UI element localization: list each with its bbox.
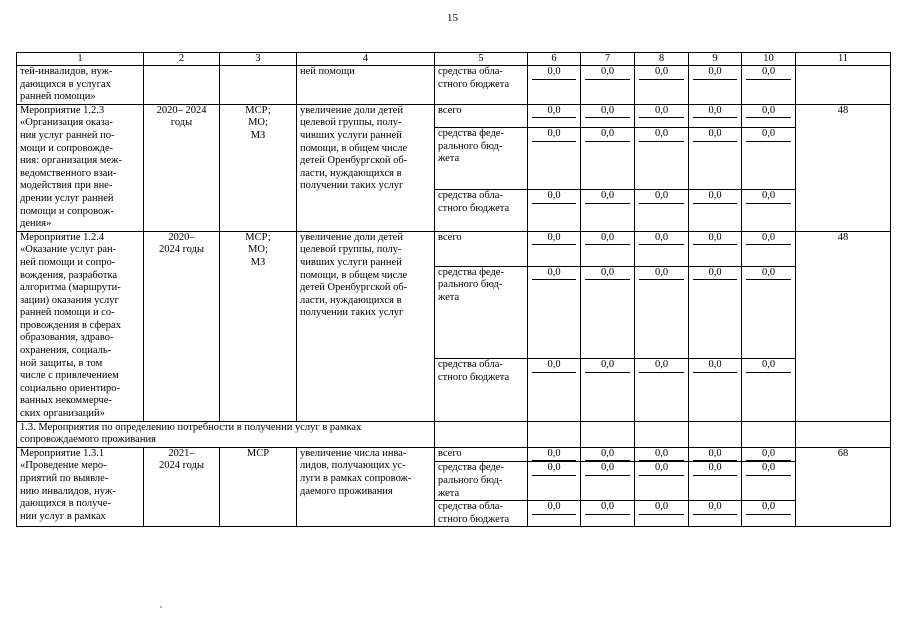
- funding-source: средства обла- стного бюджета: [435, 501, 528, 527]
- table-row: [17, 447, 891, 462]
- period: 2021– 2024 годы: [144, 447, 220, 527]
- funding-value: [581, 447, 635, 462]
- section-empty-cell: [796, 421, 891, 447]
- funding-value-text: 0,0: [639, 66, 684, 80]
- funding-value: [742, 231, 796, 266]
- period: 2020– 2024 годы: [144, 104, 220, 231]
- table-row: [17, 66, 891, 105]
- program-table: [16, 52, 891, 527]
- funding-value: [635, 104, 689, 127]
- funding-value-text: 0,0: [746, 359, 791, 373]
- funding-value: [635, 359, 689, 422]
- funding-value-text: 0,0: [746, 128, 791, 142]
- table-row: [17, 231, 891, 266]
- funding-value-text: 0,0: [532, 190, 576, 204]
- header-cell-6: 6: [528, 53, 581, 66]
- funding-value-text: 0,0: [532, 448, 576, 462]
- section-empty-cell: [581, 421, 635, 447]
- funding-value-text: 0,0: [585, 232, 630, 246]
- indicator: увеличение доли детей целевой группы, полу- чивших услуги ранней помощи, в общем числе детей Оренбургской об- ласти, нуждающихся в получении таких услуг: [297, 231, 435, 421]
- funding-value: [742, 66, 796, 105]
- indicator: ней помощи: [297, 66, 435, 105]
- funding-value-text: 0,0: [693, 267, 737, 281]
- funding-value-text: 0,0: [746, 501, 791, 515]
- funding-value-text: 0,0: [532, 462, 576, 476]
- funding-value-text: 0,0: [639, 267, 684, 281]
- section-empty-cell: [689, 421, 742, 447]
- funding-value: [581, 189, 635, 231]
- funding-source: всего: [435, 231, 528, 266]
- funding-source: средства феде- рального бюд- жета: [435, 128, 528, 190]
- funding-value-text: 0,0: [693, 462, 737, 476]
- funding-value-text: 0,0: [693, 66, 737, 80]
- measure-name: Мероприятие 1.2.4 «Оказание услуг ран- ней помощи и сопро- вождения, разработка алгоритма (маршрути- зации) оказания услуг ранней помощи и со- провождения в сферах образования, здраво- охранения, социаль- ной защиты, в том числе с привлечением социально ориентиро- ванных некоммерче- ских организаций»: [17, 231, 144, 421]
- funding-value-text: 0,0: [693, 128, 737, 142]
- funding-value-text: 0,0: [532, 128, 576, 142]
- funding-value-text: 0,0: [639, 501, 684, 515]
- result-value: [796, 66, 891, 105]
- funding-value-text: 0,0: [639, 462, 684, 476]
- funding-value: [689, 359, 742, 422]
- header-cell-4: 4: [297, 53, 435, 66]
- funding-value-text: 0,0: [585, 66, 630, 80]
- indicator: увеличение числа инва- лидов, получающих ус- луги в рамках сопровож- даемого проживания: [297, 447, 435, 527]
- funding-value: [528, 462, 581, 501]
- section-title: 1.3. Мероприятия по определению потребности в получении услуг в рамках сопровождаемого проживания: [17, 421, 435, 447]
- funding-source: средства феде- рального бюд- жета: [435, 462, 528, 501]
- funding-value: [635, 189, 689, 231]
- funding-value-text: 0,0: [639, 232, 684, 246]
- period: 2020– 2024 годы: [144, 231, 220, 421]
- funding-value-text: 0,0: [693, 359, 737, 373]
- funding-value-text: 0,0: [746, 462, 791, 476]
- header-cell-10: 10: [742, 53, 796, 66]
- measure-name: Мероприятие 1.3.1 «Проведение меро- приятий по выявле- нию инвалидов, нуж- дающихся в получе- нии услуг в рамках: [17, 447, 144, 527]
- funding-value: [581, 231, 635, 266]
- funding-value-text: 0,0: [693, 232, 737, 246]
- measure-name: Мероприятие 1.2.3 «Организация оказа- ния услуг ранней по- мощи и сопровожде- ния: организация меж- ведомственного взаи- модействия при вне- дрении услуг ранней помощи и сопровож- дения»: [17, 104, 144, 231]
- funding-value-text: 0,0: [693, 190, 737, 204]
- executor: МСР: [220, 447, 297, 527]
- funding-value: [635, 66, 689, 105]
- funding-value: [528, 501, 581, 527]
- executor: [220, 66, 297, 105]
- funding-source: средства обла- стного бюджета: [435, 189, 528, 231]
- funding-value-text: 0,0: [532, 105, 576, 119]
- funding-value: [689, 66, 742, 105]
- section-empty-cell: [635, 421, 689, 447]
- funding-value: [528, 266, 581, 359]
- result-value: 48: [796, 104, 891, 231]
- funding-value: [528, 189, 581, 231]
- funding-value: [742, 189, 796, 231]
- funding-value-text: 0,0: [746, 448, 791, 462]
- header-cell-9: 9: [689, 53, 742, 66]
- funding-value: [635, 501, 689, 527]
- funding-value: [742, 462, 796, 501]
- header-cell-2: 2: [144, 53, 220, 66]
- funding-value: [742, 266, 796, 359]
- funding-value-text: 0,0: [639, 359, 684, 373]
- funding-value: [581, 462, 635, 501]
- funding-value: [528, 359, 581, 422]
- funding-value-text: 0,0: [639, 105, 684, 119]
- funding-value: [689, 266, 742, 359]
- executor: МСР; МО; МЗ: [220, 104, 297, 231]
- funding-value-text: 0,0: [532, 267, 576, 281]
- section-empty-cell: [435, 421, 528, 447]
- funding-source: средства обла- стного бюджета: [435, 359, 528, 422]
- funding-value: [528, 128, 581, 190]
- funding-value: [689, 128, 742, 190]
- funding-value-text: 0,0: [746, 232, 791, 246]
- header-cell-3: 3: [220, 53, 297, 66]
- funding-value-text: 0,0: [639, 128, 684, 142]
- funding-value: [635, 462, 689, 501]
- funding-source: средства феде- рального бюд- жета: [435, 266, 528, 359]
- funding-value-text: 0,0: [585, 267, 630, 281]
- indicator: увеличение доли детей целевой группы, полу- чивших услуги ранней помощи, в общем числе детей Оренбургской об- ласти, нуждающихся в получении таких услуг: [297, 104, 435, 231]
- funding-value: [528, 104, 581, 127]
- header-row: [17, 53, 891, 66]
- funding-value-text: 0,0: [585, 190, 630, 204]
- funding-value: [742, 501, 796, 527]
- funding-value-text: 0,0: [585, 448, 630, 462]
- funding-value: [528, 66, 581, 105]
- header-cell-8: 8: [635, 53, 689, 66]
- header-cell-5: 5: [435, 53, 528, 66]
- funding-value: [581, 266, 635, 359]
- funding-value: [581, 359, 635, 422]
- funding-value: [742, 359, 796, 422]
- table-row: [17, 104, 891, 127]
- funding-value-text: 0,0: [585, 462, 630, 476]
- funding-value-text: 0,0: [693, 501, 737, 515]
- funding-value-text: 0,0: [585, 128, 630, 142]
- funding-value: [742, 104, 796, 127]
- funding-value-text: 0,0: [585, 501, 630, 515]
- funding-value: [742, 128, 796, 190]
- funding-value-text: 0,0: [746, 105, 791, 119]
- funding-value-text: 0,0: [532, 232, 576, 246]
- funding-value: [528, 231, 581, 266]
- funding-value: [635, 447, 689, 462]
- funding-value: [581, 501, 635, 527]
- funding-value-text: 0,0: [532, 501, 576, 515]
- section-empty-cell: [742, 421, 796, 447]
- funding-value-text: 0,0: [746, 190, 791, 204]
- executor: МСР; МО; МЗ: [220, 231, 297, 421]
- header-cell-1: 1: [17, 53, 144, 66]
- section-empty-cell: [528, 421, 581, 447]
- section-row: [17, 421, 891, 447]
- funding-value-text: 0,0: [532, 359, 576, 373]
- funding-value: [689, 462, 742, 501]
- funding-source: средства обла- стного бюджета: [435, 66, 528, 105]
- funding-value-text: 0,0: [585, 105, 630, 119]
- result-value: 68: [796, 447, 891, 527]
- funding-value: [581, 104, 635, 127]
- scan-speck: [160, 606, 162, 608]
- funding-source: всего: [435, 447, 528, 462]
- funding-value: [581, 128, 635, 190]
- funding-value: [742, 447, 796, 462]
- funding-value: [635, 231, 689, 266]
- funding-value: [689, 447, 742, 462]
- funding-value-text: 0,0: [639, 448, 684, 462]
- funding-value: [635, 266, 689, 359]
- header-cell-11: 11: [796, 53, 891, 66]
- funding-value-text: 0,0: [532, 66, 576, 80]
- funding-value: [581, 66, 635, 105]
- funding-value-text: 0,0: [746, 267, 791, 281]
- funding-value: [689, 104, 742, 127]
- period: [144, 66, 220, 105]
- funding-value: [689, 189, 742, 231]
- page-number: 15: [447, 12, 458, 24]
- funding-value: [635, 128, 689, 190]
- funding-value: [689, 231, 742, 266]
- funding-source: всего: [435, 104, 528, 127]
- funding-value: [528, 447, 581, 462]
- measure-name: тей-инвалидов, нуж- дающихся в услугах ранней помощи»: [17, 66, 144, 105]
- funding-value-text: 0,0: [639, 190, 684, 204]
- header-cell-7: 7: [581, 53, 635, 66]
- funding-value-text: 0,0: [585, 359, 630, 373]
- funding-value-text: 0,0: [693, 448, 737, 462]
- funding-value: [689, 501, 742, 527]
- funding-value-text: 0,0: [693, 105, 737, 119]
- funding-value-text: 0,0: [746, 66, 791, 80]
- result-value: 48: [796, 231, 891, 421]
